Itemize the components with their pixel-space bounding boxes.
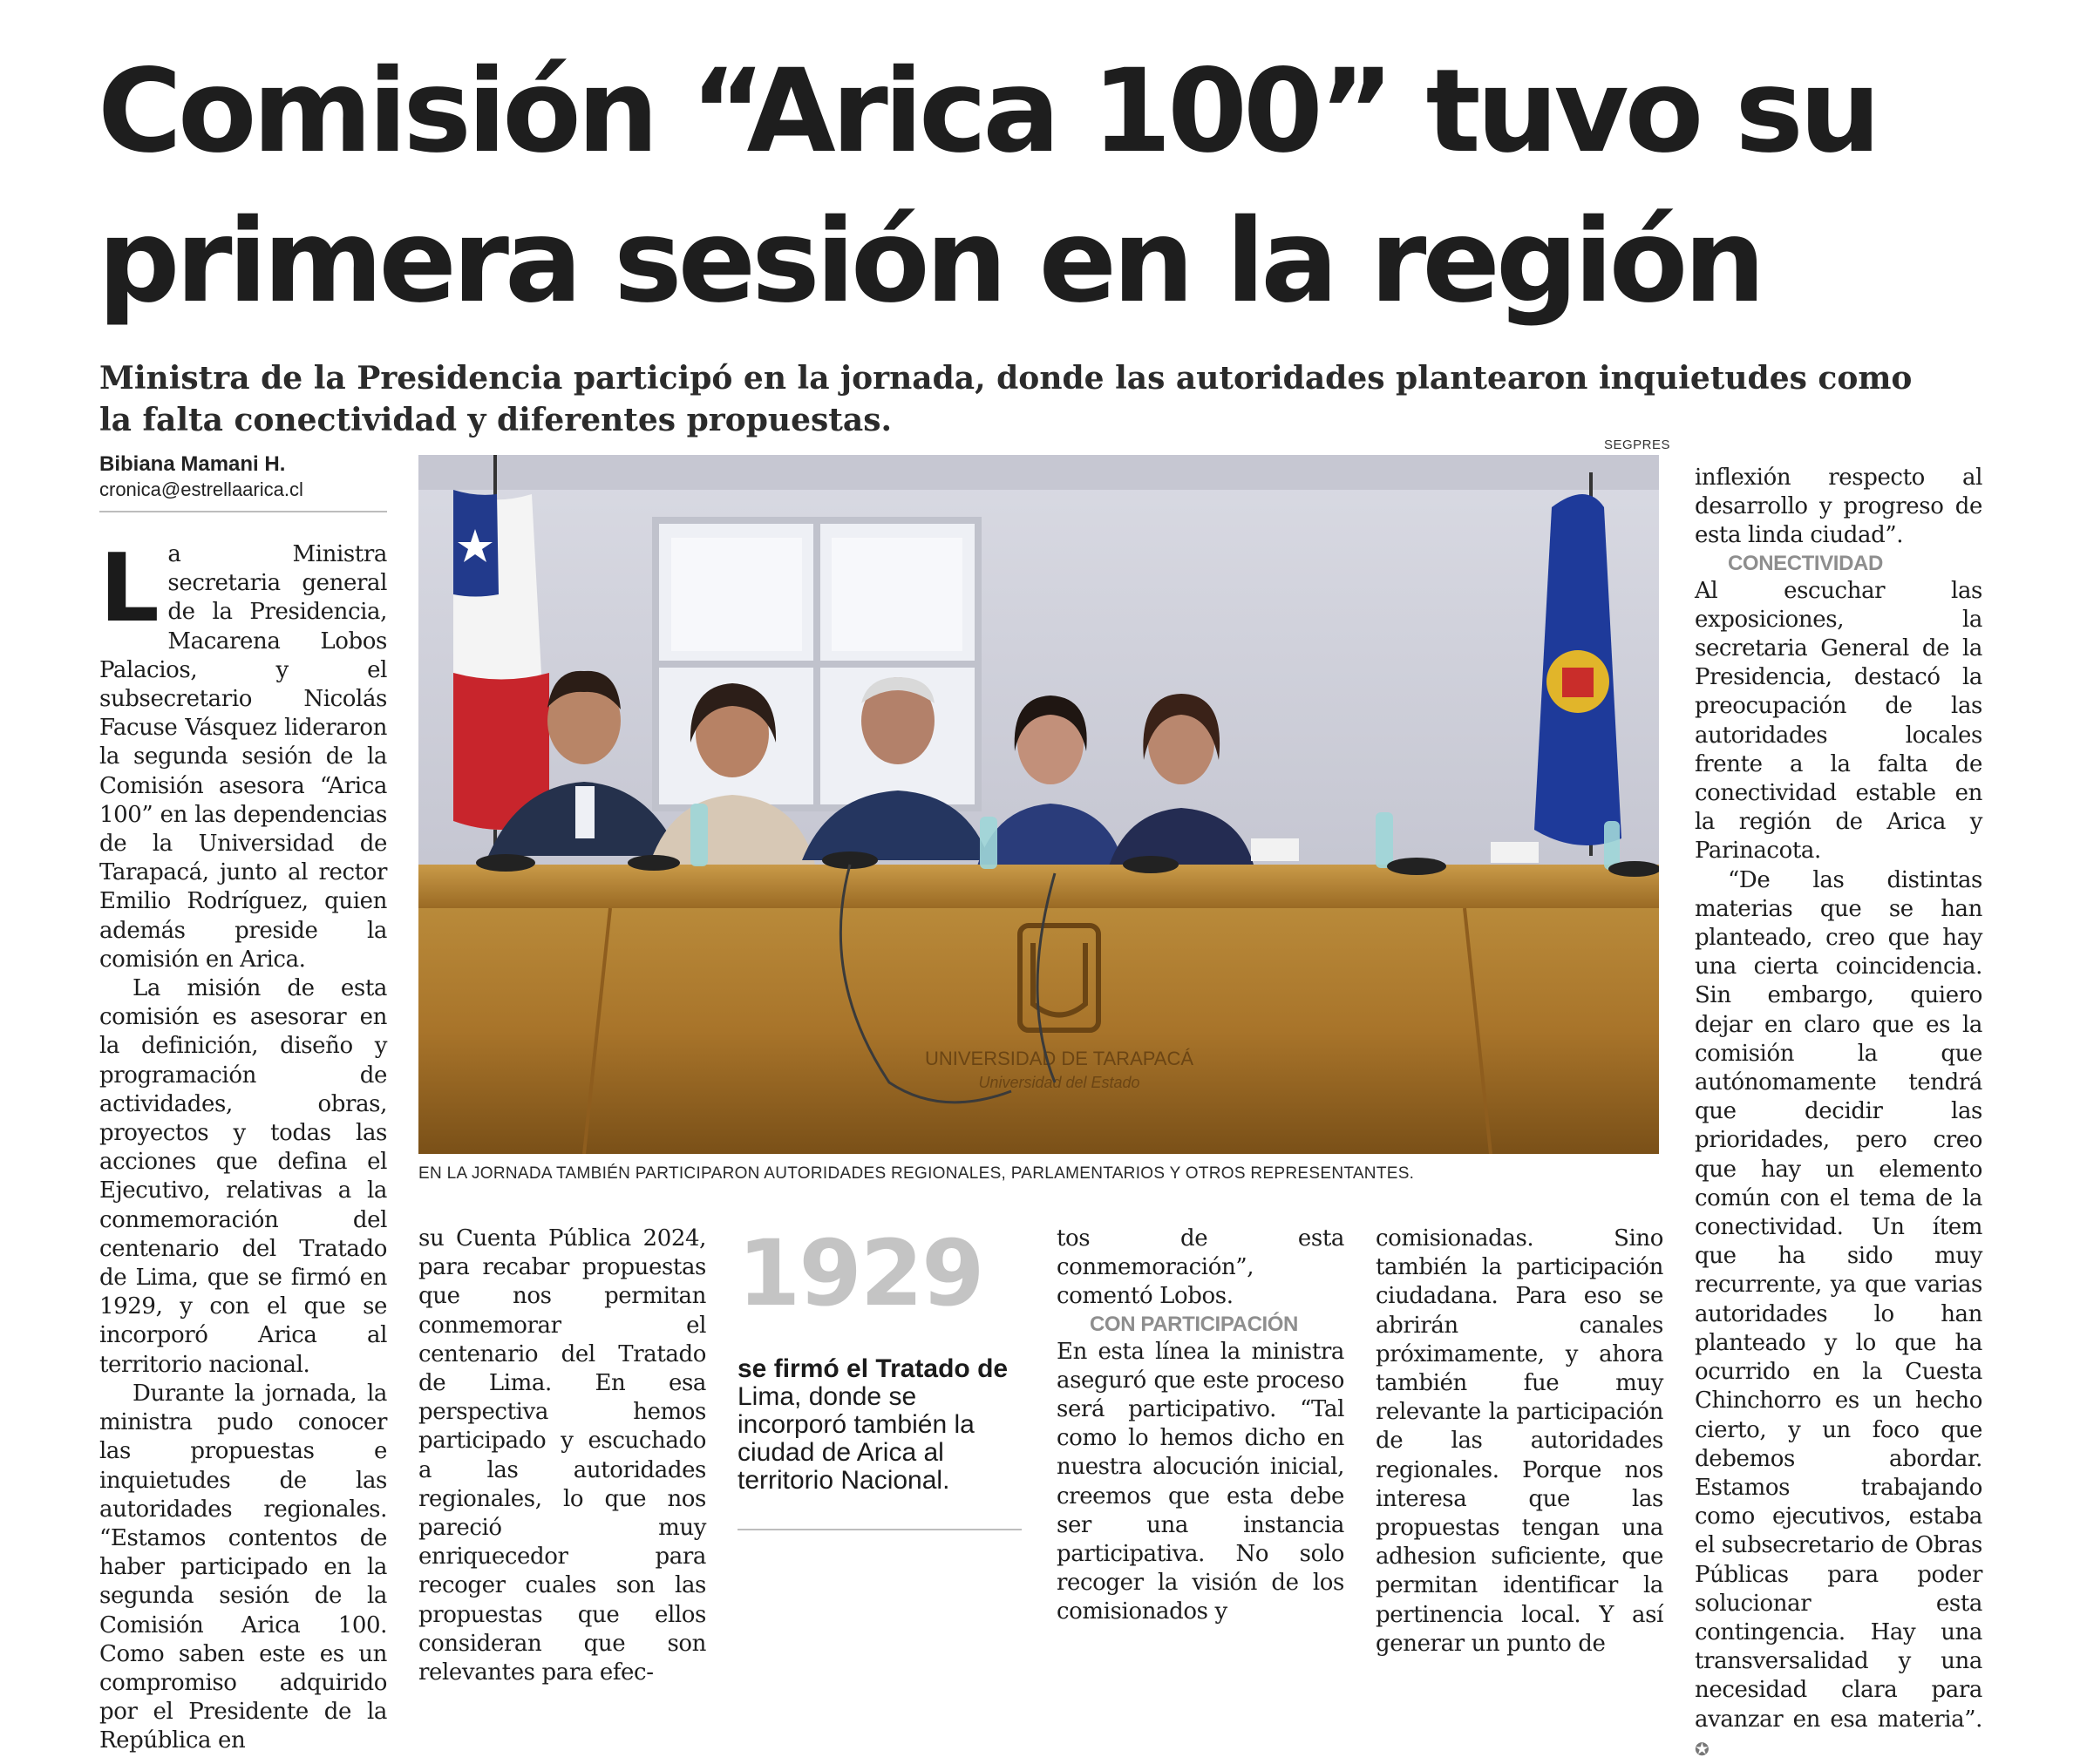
headline-line-2: primera sesión en la región	[98, 194, 1762, 329]
pullquote-body: Lima, donde se incorporó también la ciudad de Arica al territorio Nacional.	[738, 1382, 975, 1495]
pullquote-divider	[738, 1529, 1022, 1530]
deck-subtitle: Ministra de la Presidencia participó en la jornada, donde las autoridades plantearon inquietudes como la falta conectividad y diferentes propuestas.	[99, 360, 1913, 438]
headline	[98, 37, 2015, 336]
article-column-5	[1695, 464, 1982, 1764]
desk-top	[418, 865, 1659, 908]
article-column-3	[1057, 1225, 1344, 1627]
news-photo	[418, 455, 1659, 1154]
paragraph: inflexión respecto al desarrollo y progreso de esta linda ciudad”.	[1695, 465, 1982, 549]
paragraph: tos de esta conmemoración”, comentó Lobos.	[1057, 1225, 1344, 1310]
paragraph: “De las distintas materias que se han planteado, creo que hay una cierta coincidencia. Sin embargo, quiero dejar en claro que es la comisión la que autónomamente tendrá que decidir las prioridades, pero creo que hay un elemento común con el tema de la conectividad. Un ítem que ha sido muy recurrente, ya que varias autoridades lo han planteado y lo que ha ocurrido en la Cuesta Chinchorro es un hecho cierto, y un foco que debemos abordar. Estamos trabajando como ejecutivos, estaba el subsecretario de Obras Públicas para poder solucionar esta contingencia. Hay una transversalidad y una necesidad clara para avanzar en esa materia”. ✪	[1695, 866, 1982, 1760]
paragraph: comisionadas. Sino también la participación ciudadana. Para eso se abrirán canales próximamente, y ahora también fue muy relevante la participación de las autoridades regionales. Porque nos interesa que las propuestas tengan una adhesion suficiente, que permitan identificar la pertinencia local. Y así generar un punto de	[1376, 1225, 1663, 1657]
pullquote-bold: se firmó el Tratado de	[738, 1354, 1009, 1383]
headline-line-1: Comisión “Arica 100” tuvo su	[98, 44, 1877, 179]
article-column-2	[418, 1225, 706, 1687]
pullquote-text	[738, 1355, 1025, 1495]
paragraph: La Ministra secretaria general de la Presidencia, Macarena Lobos Palacios, y el subsecretario Nicolás Facuse Vásquez lideraron la segunda sesión de la Comisión asesora “Arica 100” en las dependencias de la Universidad de Tarapacá, junto al rector Emilio Rodríguez, quien además preside la comisión en Arica.	[99, 534, 387, 973]
desk-sign-line-2: Universidad del Estado	[978, 1074, 1140, 1091]
section-subhead: CON PARTICIPACIÓN	[1090, 1312, 1298, 1336]
author-name: Bibiana Mamani H.	[99, 452, 286, 476]
paragraph: su Cuenta Pública 2024, para recabar propuestas que nos permitan conmemorar el centenario del Tratado de Lima. En esa perspectiva hemos participado y escuchado a las autoridades regionales, lo que nos pareció muy enriquecedor para recoger cuales son las propuestas que ellos consideran que son relevantes para efec-	[418, 1225, 706, 1686]
byline-divider	[99, 511, 387, 512]
window	[656, 520, 978, 808]
article-column-4	[1376, 1225, 1663, 1659]
end-mark-icon: ✪	[1695, 1738, 1710, 1760]
article-column-1	[99, 534, 387, 1756]
paragraph: En esta línea la ministra aseguró que este proceso será participativo. “Tal como lo hemos dicho en nuestra alocución inicial, creemos que esta debe ser una instancia participativa. No solo recoger la visión de los comisionados y	[1057, 1338, 1344, 1625]
paragraph: Durante la jornada, la ministra pudo conocer las propuestas e inquietudes de las autoridades regionales. “Estamos contentos de haber participado en la segunda sesión de la Comisión Arica 100. Como saben este es un compromiso adquirido por el Presidente de la República en	[99, 1380, 387, 1754]
pullquote-year: 1929	[738, 1220, 983, 1326]
section-subhead: CONECTIVIDAD	[1728, 551, 1883, 575]
photo-credit: SEGPRES	[1604, 438, 1671, 452]
paragraph: La misión de esta comisión es asesorar en la definición, diseño y programación de actividades, obras, proyectos y todas las acciones que defina el Ejecutivo, relativas a la conmemoración del centenario del Tratado de Lima, que se firmó en 1929, y con el que se incorporó Arica al territorio nacional.	[99, 975, 387, 1378]
photo-caption: EN LA JORNADA TAMBIÉN PARTICIPARON AUTORIDADES REGIONALES, PARLAMENTARIOS Y OTROS REPRESENTANTES.	[418, 1164, 1415, 1183]
paragraph: Al escuchar las exposiciones, la secretaria General de la Presidencia, destacó la preocupación de las autoridades locales frente a la falta de conectividad estable en la región de Arica y Parinacota.	[1695, 577, 1982, 865]
byline	[99, 451, 303, 502]
desk-sign-line-1: UNIVERSIDAD DE TARAPACÁ	[924, 1048, 1194, 1069]
author-email: cronica@estrellaarica.cl	[99, 478, 303, 500]
drop-cap: L	[99, 534, 160, 643]
